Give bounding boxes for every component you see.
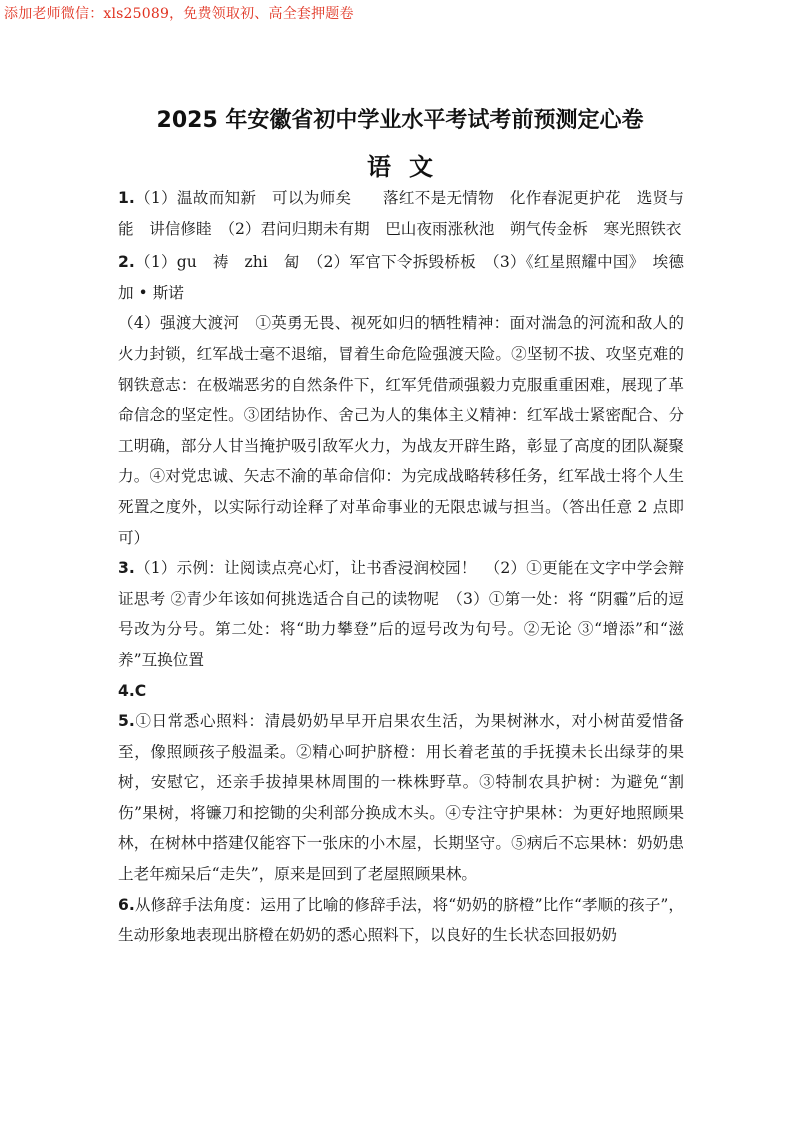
answer-q3 [118, 553, 684, 675]
question-number: 3. [118, 559, 135, 578]
answer-text: 从修辞手法角度：运用了比喻的修辞手法，将“奶奶的脐橙”比作“孝顺的孩子”，生动形象地表现出脐橙在奶奶的悉心照料下，以良好的生长状态回报奶奶 [118, 895, 684, 945]
answer-text: （1）温故而知新 可以为师矣 落红不是无情物 化作春泥更护花 选贤与能 讲信修睦 （2）君问归期未有期 巴山夜雨涨秋池 朔气传金柝 寒光照铁衣 [118, 189, 684, 238]
question-number: 2. [118, 253, 135, 272]
page-title: 2025 年安徽省初中学业水平考试考前预测定心卷 [156, 108, 644, 133]
answer-q2 [118, 247, 684, 308]
answer-q4 [118, 676, 684, 707]
question-number: 1. [118, 189, 135, 207]
wechat-promo-banner: 添加老师微信：xls25089，免费领取初、高全套押题卷 [4, 6, 354, 22]
answer-q1 [118, 183, 684, 244]
answer-q2-part4: （4）强渡大渡河 ①英勇无畏、视死如归的牺牲精神：面对湍急的河流和敌人的火力封锁，红军战士毫不退缩，冒着生命危险强渡天险。②坚韧不拔、攻坚克难的钢铁意志：在极端恶劣的自然条件下，红军凭借顽强毅力克服重重困难，展现了革命信念的坚定性。③团结协作、舍己为人的集体主义精神：红军战士紧密配合、分工明确，部分人甘当掩护吸引敌军火力，为战友开辟生路，彰显了高度的团队凝聚力。④对党忠诚、矢志不渝的革命信仰：为完成战略转移任务，红军战士将个人生死置之度外，以实际行动诠释了对革命事业的无限忠诚与担当。（答出任意 2 点即可） [118, 314, 684, 547]
answer-text: ①日常悉心照料：清晨奶奶早早开启果农生活，为果树淋水，对小树苗爱惜备至，像照顾孩子般温柔。②精心呵护脐橙：用长着老茧的手抚摸未长出绿芽的果树，安慰它，还亲手拔掉果林周围的一株株野草。③特制农具护树：为避免“割伤”果树，将镰刀和挖锄的尖利部分换成木头。④专注守护果林：为更好地照顾果林，在树林中搭建仅能容下一张床的小木屋，长期坚守。⑤病后不忘果林：奶奶患上老年痴呆后“走失”，原来是回到了老屋照顾果林。 [118, 712, 684, 884]
answer-q6 [118, 890, 684, 951]
answer-q5 [118, 706, 684, 890]
question-number: 6. [118, 895, 135, 914]
subject-heading: 语文 [367, 153, 451, 181]
answer-content [118, 183, 684, 951]
question-number: 5. [118, 712, 135, 731]
answer-text: （1）gu 祷 zhi 匐 （2）军官下令拆毁桥板 （3）《红星照耀中国》 埃德加 • 斯诺 [118, 253, 684, 302]
answer-text: C [134, 681, 147, 700]
question-number: 4. [118, 681, 135, 700]
answer-text: （1）示例：让阅读点亮心灯，让书香浸润校园！ （2）①更能在文字中学会辩证思考 ②青少年该如何挑选适合自己的读物呢 （3）①第一处：将 “阴霾”后的逗号改为分号。第二处：将“助力攀登”后的逗号改为句号。②无论 ③“增添”和“滋养”互换位置 [118, 559, 684, 669]
